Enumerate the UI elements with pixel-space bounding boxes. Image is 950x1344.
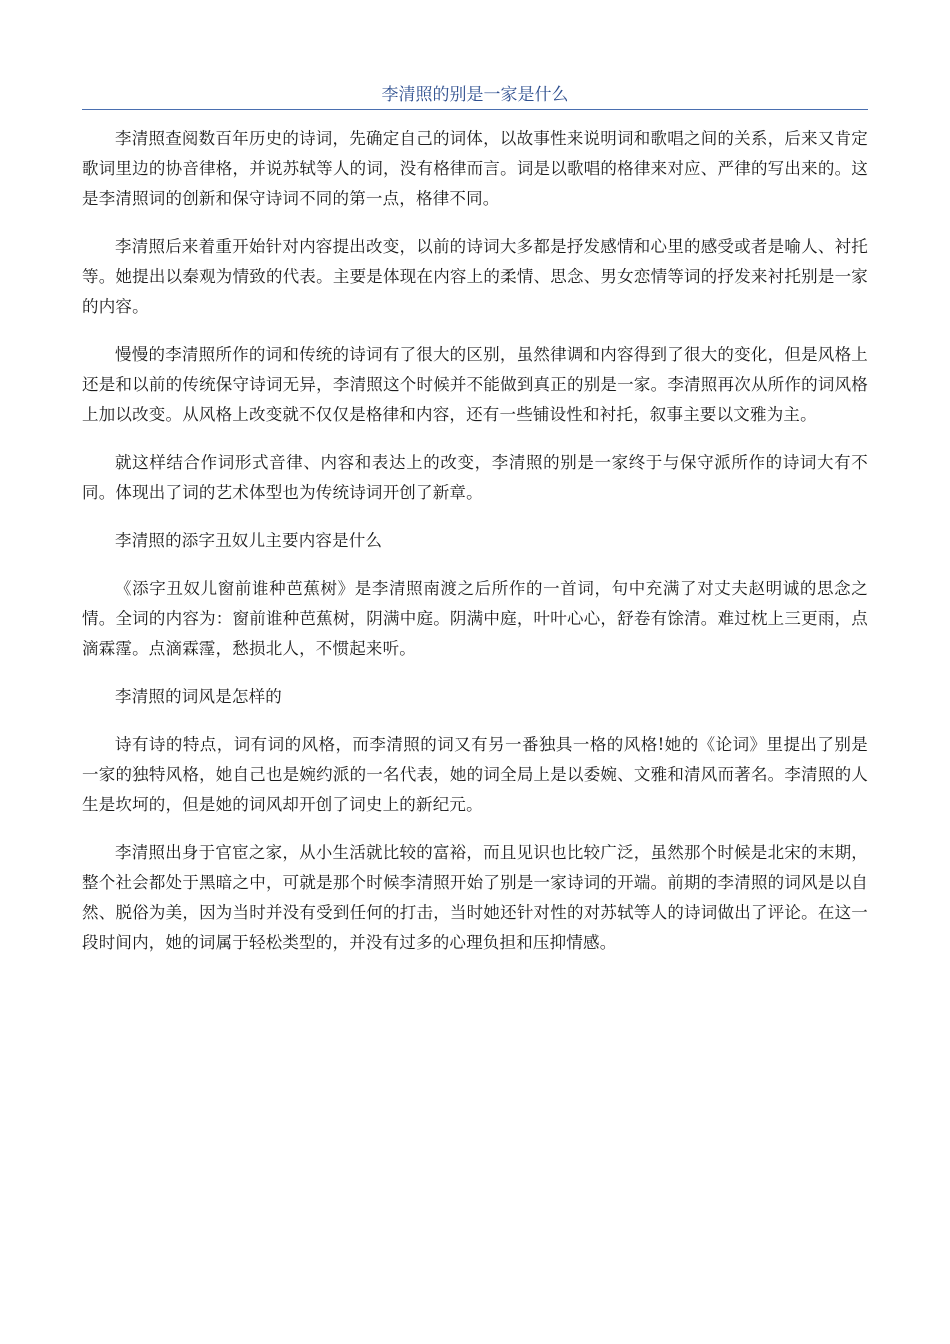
paragraph-6: 诗有诗的特点，词有词的风格，而李清照的词又有另一番独具一格的风格!她的《论词》里提出了别是一家的独特风格，她自己也是婉约派的一名代表，她的词全局上是以委婉、文雅和清风而著名。李清照的人生是坎坷的，但是她的词风却开创了词史上的新纪元。 [82, 735, 868, 814]
paragraph-5: 《添字丑奴儿窗前谁种芭蕉树》是李清照南渡之后所作的一首词，句中充满了对丈夫赵明诚的思念之情。全词的内容为：窗前谁种芭蕉树，阴满中庭。阴满中庭，叶叶心心，舒卷有馀清。难过枕上三更雨，点滴霖霪。点滴霖霪，愁损北人，不惯起来听。 [82, 579, 868, 658]
paragraph-1: 李清照查阅数百年历史的诗词，先确定自己的词体，以故事性来说明词和歌唱之间的关系，后来又肯定歌词里边的协音律格，并说苏轼等人的词，没有格律而言。词是以歌唱的格律来对应、严律的写出来的。这是李清照词的创新和保守诗词不同的第一点，格律不同。 [82, 129, 868, 208]
paragraph-2: 李清照后来着重开始针对内容提出改变，以前的诗词大多都是抒发感情和心里的感受或者是喻人、衬托等。她提出以秦观为情致的代表。主要是体现在内容上的柔情、思念、男女恋情等词的抒发来衬托别是一家的内容。 [82, 237, 868, 316]
paragraph-4: 就这样结合作词形式音律、内容和表达上的改变，李清照的别是一家终于与保守派所作的诗词大有不同。体现出了词的艺术体型也为传统诗词开创了新章。 [82, 453, 868, 502]
section-heading-cifeng: 李清照的词风是怎样的 [115, 687, 282, 706]
header-divider [82, 109, 868, 110]
page-header-title: 李清照的别是一家是什么 [381, 85, 569, 105]
section-heading-tianzi-chounuer: 李清照的添字丑奴儿主要内容是什么 [115, 531, 383, 550]
paragraph-3: 慢慢的李清照所作的词和传统的诗词有了很大的区别，虽然律调和内容得到了很大的变化，但是风格上还是和以前的传统保守诗词无异，李清照这个时候并不能做到真正的别是一家。李清照再次从所作的词风格上加以改变。从风格上改变就不仅仅是格律和内容，还有一些铺设性和衬托，叙事主要以文雅为主。 [82, 345, 868, 424]
paragraph-7: 李清照出身于官宦之家，从小生活就比较的富裕，而且见识也比较广泛，虽然那个时候是北宋的末期，整个社会都处于黑暗之中，可就是那个时候李清照开始了别是一家诗词的开端。前期的李清照的词风是以自然、脱俗为美，因为当时并没有受到任何的打击，当时她还针对性的对苏轼等人的诗词做出了评论。在这一段时间内，她的词属于轻松类型的，并没有过多的心理负担和压抑情感。 [82, 843, 868, 952]
document-body [82, 124, 868, 976]
